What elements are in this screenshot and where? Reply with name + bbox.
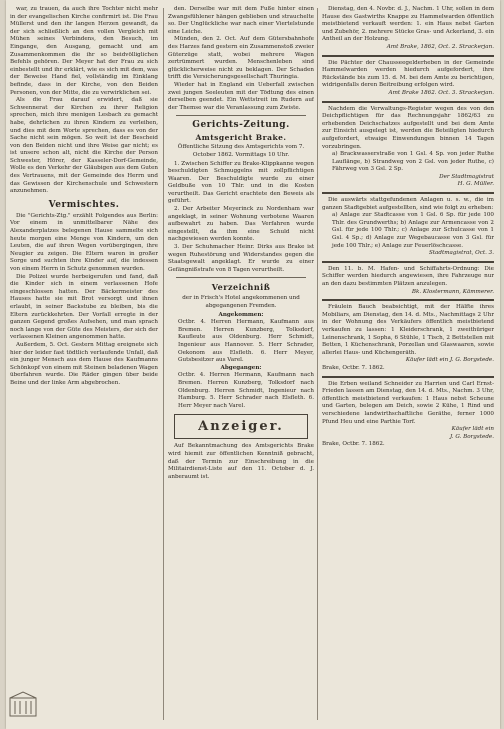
departures-list: Octbr. 4. Herren Hermann, Kaufmann nach Bremen. Herren Kunzberg, Tolksdorf nach Oldenburg. Herren Schmidt, Ingenieur nach Hamburg. 5. Herr Schrader nach Elsfleth. 6. Herr Meyer nach Varel. [178,372,314,409]
article-paragraph: 1. Zwischen Schiffer zu Brake-Klippkanne wegen beschuldigten Schmuggelns mit zollpflichtigen Waaren. Der Beschuldigte wurde zu einer Geldbuße von 10 Thlr. und in die Kosten verurtheilt. Das Gericht erachtete den Beweis als geführt. [168,160,314,205]
library-stamp-icon [8,690,38,720]
session-meta: Öffentliche Sitzung des Amtsgerichts vom 7. October 1862. Vormittags 10 Uhr. [177,144,305,158]
column-right [322,6,494,721]
notice-date: Brake, Octbr. 7. 1862. [322,441,385,448]
article-paragraph: Auf Bekanntmachung des Amtsgerichts Brake wird hiemit zur öffentlichen Kenntniß gebracht, daß der Termin zur Einschreibung in die Militairdienst-Liste auf den 11. October d. J. anberaumt ist. [168,443,314,480]
article-paragraph: Die "Gerichts-Ztg." erzählt Folgendes aus Berlin: Vor einem in unmittelbarer Nähe des Alexanderplatzes belegenen Hause sammelte sich heute morgen eine Menge von Kindern, um den Leuten, die auf ihren Wegen vorübergingen, ihre Neugier zu zeigen. Die Eltern waren in großer Sorge und suchten ihre Kinder auf, die indessen von einem Herrn in Schutz genommen wurden. [10,212,158,272]
notice-signature: Bk. Klostermann, Kämmerer. [411,288,494,295]
divider [176,277,306,278]
subheading-amtsgericht: Amtsgericht Brake. [195,133,287,143]
notice-signature: Käufer lädt ein J. G. Borgstede. [405,357,494,364]
arrivals-list: Octbr. 4. Herren Hermann, Kaufmann aus Bremen. Herren Kunzberg, Tolksdorf, Kaufleute aus Oldenburg. Herr Schmidt, Ingenieur aus Hannover. 5. Herr Schrader, Oekonom aus Elsfleth. 6. Herr Meyer, Gutsbesitzer aus Varel. [178,319,314,364]
notice-paragraph: Die auswärts stattgefundenen Anlagen u. s. w., die im ganzen Stadtgebiet aufgestellten, sind wie folgt zu erheben: [322,197,494,211]
column-divider [163,8,164,720]
article-paragraph: Die Polizei wurde herbeigerufen und fand, daß die Kinder sich in einem verlassenen Hofe eingeschlossen hatten. Der Bäckermeister des Hauses hatte sie mit Brot versorgt und ihnen erlaubt, in seiner Backstube zu bleiben, bis die Eltern zurückkehrten. Der Vorfall erregte in der ganzen Gegend großes Aufsehen, und man sprach noch lange von der Güte des Meisters, der sich der verlassenen Kleinen angenommen hatte. [10,273,158,341]
anzeiger-banner [174,414,308,439]
divider [322,376,494,378]
divider [322,55,494,57]
article-paragraph: Münden, den 2. Oct. Auf dem Gütersbahnhofe des Harzes fand gestern ein Zusammenstoß zweier Güterzüge statt, wobei mehrere Wagen zertrümmert wurden. Menschenleben sind glücklicherweise nicht zu beklagen. Der Schaden trifft die Versicherungsgesellschaft Thuringia. [168,36,314,81]
guest-list-meta: der in Frisch's Hotel angekommenen und abgegangenen Fremden. [182,295,300,309]
section-heading-vermischtes: Vermischtes. [48,199,120,210]
article-paragraph: Wieder hat in England ein Ueberfall zwischen zwei jungen Seeleuten mit der Tödtung des einen derselben geendet. Ein Wettstreit im Rudern auf der Themse war die Veranlassung zum Zwiste. [168,81,314,111]
article-paragraph: 3. Der Schuhmacher Heinr. Dirks aus Brake ist wegen Ruhestörung und Widerstandes gegen die Staatsgewalt angeklagt. Er wurde zu einer Gefängnißstrafe von 8 Tagen verurtheilt. [168,244,314,273]
notice-paragraph: Fräulein Bauch beabsichtigt, mit der Hälfte ihres Mobiliars, am Dienstag, den 14. d. Mts., Nachmittags 2 Uhr in der Wohnung des Verkäufers öffentlich meistbietend verkaufen zu lassen: 1 Kleiderschrank, 1 zweithüriger Leinenschrank, 1 Sopha, 6 Stühle, 1 Tisch, 2 Bettstellen mit Betten, 1 Küchenschrank, Porzellan und Glaswaaren, sowie allerlei Haus- und Küchengeräth. [322,304,494,356]
notice-paragraph: Nachdem die Verwaltungs-Register wegen des von den Deichpflichtigen für das Rechnungsjahr 1862/63 zu erhebenden Deichschatzes aufgestellt und bei dem Amte zur Einsicht ausgelegt ist, werden die Beteiligten hiedurch aufgefordert, etwaige Einwendungen binnen 14 Tagen vorzubringen. [322,105,494,150]
article-paragraph: den. Derselbe war mit dem Fuße hinter einen Zwangsfühlener hängen geblieben und strauchelte so. Der Unglückliche war nach einer Viertelstunde eine Leiche. [168,6,314,35]
anzeiger-title: Anzeiger. [198,419,284,435]
article-paragraph: war, zu trauen, da auch ihre Tochter nicht mehr in der evangelischen Kirche confirmirt ist. Die Frau Müllerst und den ihr langen Herzen gewandt, da der sich schließlich an den vollen Vergleich mit Mühen seines Verbindens, den Besuch, im Eingange, den Ausgang, gemacht und am Zusammenkommen die ihr so beidvölliglichen Befehls gehören. Der Meyer hat der Frau zu sich einbestellt und ihr erklärt, wie es sich mit dem, was der Beweise Hand fiel, vollständig im Einklang befinde, dass in der Kirche, von den Beiden Personen, von der Mitte, die zu verwirklichen sei. [10,6,158,96]
notice-list: a) Anlage zur Stadtcasse von 1 Gsl. 6 Sp. für jede 100 Thlr. des Grundwerths; b) Anlage zur Armencasse von 2 Gsl. für jede 100 Thlr.; c) Anlage zur Schulcasse von 1 Gsl. 4 Sp.; d) Anlage zur Wegebaucasse von 3 Gsl. für jede 100 Thlr.; e) Anlage zur Feuerlöschcasse. [332,212,494,249]
section-heading-verzeichniss: Verzeichniß [211,282,271,293]
divider [322,299,494,301]
arrivals-heading: Angekommen: [218,311,264,318]
article-paragraph: Außerdem, 5. Oct. Gestern Mittag ereignete sich hier der leider fast tödtlich verlaufende Unfall, daß ein junger Mensch aus dem Hause des Kaufmanns Schönkopf von einem mit Steinen beladenen Wagen überfahren wurde. Die Räder gingen über beide Beine und der linke Arm abgebrochen. [10,341,158,386]
notice-list: a) Brackwasserstraße von 1 Gsl. 4 Sp. von jeder Ruthe Lauflänge, b) Strandweg von 2 Gsl. von jeder Ruthe, c) Fährweg von 3 Gsl. 2 Sp. [332,151,494,173]
notice-signature: Der Stadtmagistrat [439,173,494,180]
notice-signature: Käufer lädt ein [451,426,494,433]
divider [322,261,494,263]
notice-signature: J. G. Borgstede. [449,433,494,440]
notice-paragraph: Die Erben weiland Schneider zu Harrien und Carl Ernst-Frieden lassen am Dienstag, den 14. d. Mts., Nachm. 3 Uhr, öffentlich meistbietend verkaufen: 1 Haus nebst Scheune und Garten, belegen am Deich, sowie 2 Kühe, 1 Rind und verschiedene landwirthschaftliche Geräthe, ferner 1000 Pfund Heu und eine Parthie Torf. [322,380,494,425]
article-paragraph: 2. Der Arbeiter Meyerinck zu Nordenham war angeklagt, in seiner Wohnung verbotene Waaren aufbewahrt zu haben. Das Verfahren wurde eingestellt, da ihm eine Schuld nicht nachgewiesen werden konnte. [168,206,314,243]
departures-heading: Abgegangen: [220,364,262,371]
column-middle [168,6,314,721]
notice-signature: Amt Brake 1862. Oct. 3. Strackerjan. [388,89,494,96]
divider [322,192,494,194]
notice-paragraph: Dienstag, den 4. Novbr. d. J., Nachm. 1 Uhr, sollen in dem Hause des Gastwirths Knappe zu Hammelwarden öffentlich meistbietend verkauft werden: 1. ein Haus nebst Garten und Zubehör, 2. mehrere Stücke Gras- und Ackerland, 3. ein Antheil an der Holzung. [322,6,494,43]
notice-signature: Amt Brake, 1862, Oct. 2. Strackerjan. [386,43,494,50]
notice-date: Brake, Octbr. 7. 1862. [322,364,385,371]
notice-paragraph: Den 11. b. M. Hafen- und Schiffahrts-Ordnung: Die Schiffer werden hiedurch angewiesen, ihre Fahrzeuge nur an den dazu bestimmten Plätzen anzulegen. [322,265,494,287]
section-heading-gerichts-zeitung: Gerichts-Zeitung. [192,120,290,131]
divider [322,101,494,103]
newspaper-page [6,0,500,729]
notice-signature: H. G. Müller. [457,181,494,188]
notice-signature: Stadtmagistrat, Oct. 3. [428,250,494,257]
divider [176,115,306,116]
column-divider [317,8,318,720]
notice-paragraph: Die Pächter der Chausseegelderheben in der Gemeinde Hammelwarden werden hiedurch aufgefordert, ihre Rückstände bis zum 15. d. M. bei dem Amte zu berichtigen, widrigenfalls deren Beitreibung erfolgen wird. [322,59,494,89]
article-paragraph: Als die Frau darauf erwidert, daß sie Schwennerat der Kirchen zu ihrer Religion sprechen, mich ihre menigen Lesbach zu gemacht habe, dehrlichen zu ihren Kindern zu verleihen, und dies mit dem Worte sprechen, dass es von der Sache nicht sein mögen. So weit ist der Bescheid von den Beiden nicht und ihre Weise gar nicht; es ist unsere schon alt, nicht die Kirche der Person Schwester, Hörer, der Kasseler-Dorf-Gemeinde, Wolle es den Verkehr der Gläubigen aus dem Guten des Vertrauens, mit der Gemeinde des Herrn und das Gewissen der Kirchenschule und Schwestern anzunehmen. [10,97,158,195]
column-left [10,6,158,721]
